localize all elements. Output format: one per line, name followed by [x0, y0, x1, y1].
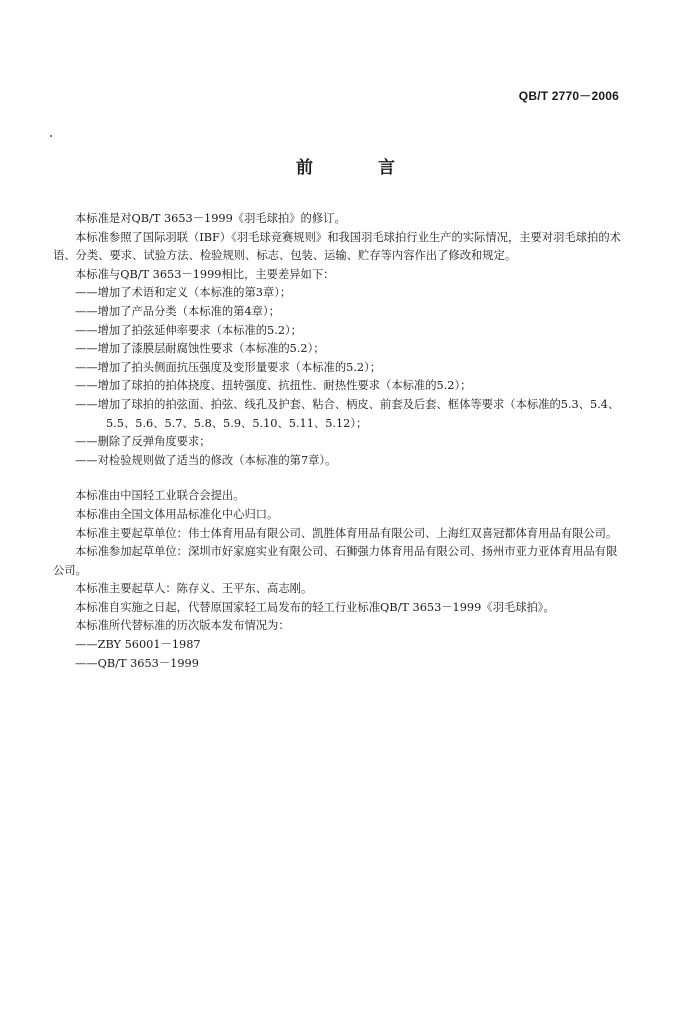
- paragraph-history-intro: 本标准所代替标准的历次版本发布情况为：: [75, 619, 290, 633]
- page-title: 前 言: [296, 158, 419, 178]
- history-item: ——QB/T 3653－1999: [75, 656, 199, 670]
- scan-speck: [50, 135, 52, 137]
- paragraph-drafting-persons: 本标准主要起草人：陈存义、王平东、高志刚。: [75, 582, 313, 596]
- change-item: ——增加了球拍的拍体挠度、扭转强度、抗扭性、耐热性要求（本标准的5.2）；: [75, 379, 472, 393]
- paragraph-revision: 本标准是对QB/T 3653－1999《羽毛球拍》的修订。: [75, 212, 346, 225]
- foreword-body: [53, 210, 623, 673]
- paragraph-replacement: 本标准自实施之日起，代替原国家轻工局发布的轻工行业标准QB/T 3653－1999《羽毛球拍》。: [75, 600, 555, 614]
- change-item: ——删除了反弹角度要求；: [75, 435, 211, 449]
- change-item: ——对检验规则做了适当的修改（本标准的第7章）。: [75, 453, 337, 467]
- change-item: ——增加了产品分类（本标准的第4章）；: [75, 304, 280, 318]
- change-item: ——增加了拍弦延伸率要求（本标准的5.2）；: [75, 323, 302, 337]
- paragraph-participating-drafters: 本标准参加起草单位：深圳市好家庭实业有限公司、石狮强力体育用品有限公司、扬州市亚力亚体育用品有限公司。: [53, 545, 618, 577]
- paragraph-administrator: 本标准由全国文体用品标准化中心归口。: [75, 507, 279, 521]
- history-item: ——ZBY 56001－1987: [75, 638, 201, 652]
- section-gap: [53, 470, 623, 487]
- change-item: ——增加了拍头侧面抗压强度及变形量要求（本标准的5.2）；: [75, 360, 382, 374]
- change-item: ——增加了术语和定义（本标准的第3章）；: [75, 286, 292, 300]
- paragraph-reference: 本标准参照了国际羽联（IBF）《羽毛球竞赛规则》和我国羽毛球拍行业生产的实际情况，主要对羽毛球拍的术语、分类、要求、试验方法、检验规则、标志、包装、运输、贮存等内容作出了修改和规定。: [53, 230, 621, 263]
- paragraph-main-drafters: 本标准主要起草单位：伟士体育用品有限公司、凯胜体育用品有限公司、上海红双喜冠都体育用品有限公司。: [75, 526, 618, 540]
- change-item: ——增加了球拍的拍弦面、拍弦、线孔及护套、粘合、柄皮、前套及后套、框体等要求（本标准的5.3、5.4、5.5、5.6、5.7、5.8、5.9、5.10、5.11、5.12）；: [75, 397, 620, 430]
- standard-code: QB/T 2770－2006: [518, 89, 619, 103]
- paragraph-proposer: 本标准由中国轻工业联合会提出。: [75, 489, 245, 503]
- change-item: ——增加了漆膜层耐腐蚀性要求（本标准的5.2）；: [75, 342, 325, 356]
- paragraph-differences-intro: 本标准与QB/T 3653－1999相比，主要差异如下：: [75, 267, 335, 281]
